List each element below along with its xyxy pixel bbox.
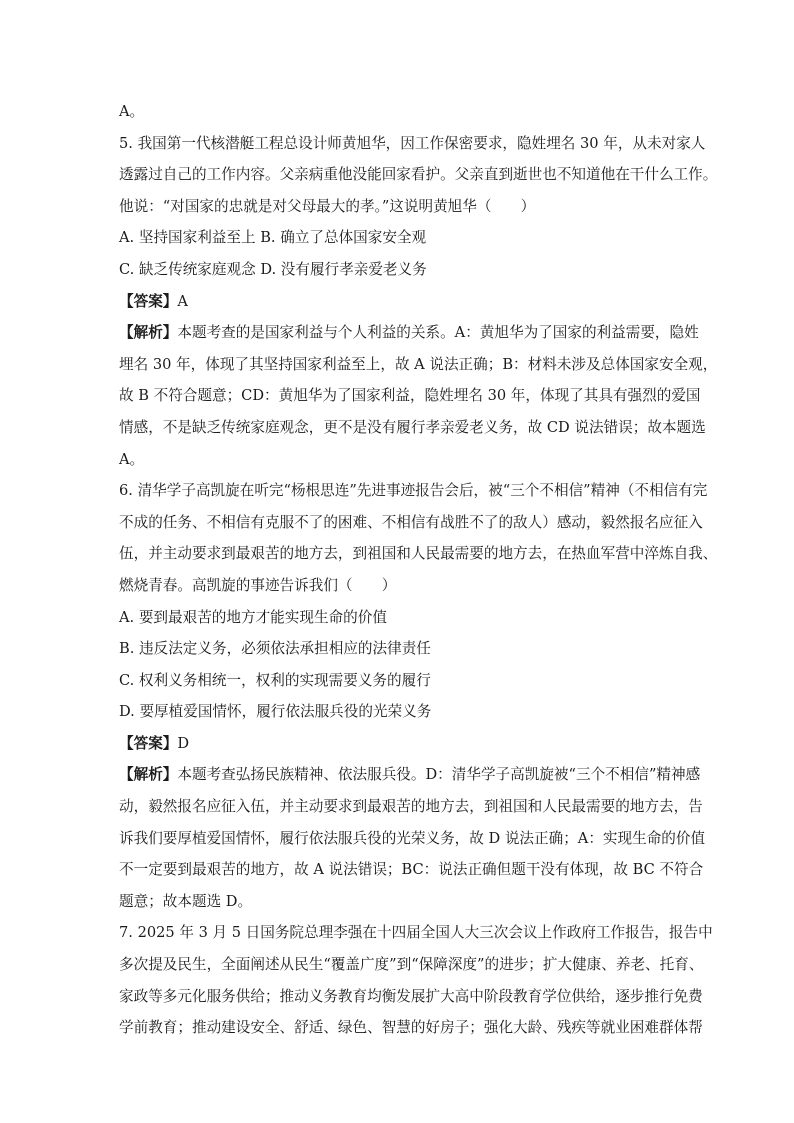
answer-tag: 【答案】 (119, 734, 178, 752)
option-line: A. 要到最艰苦的地方才能实现生命的价值 (119, 608, 387, 626)
analysis-line: A。 (119, 450, 145, 468)
previous-answer-tail: A。 (119, 103, 145, 120)
question-stem-line: 7. 2025 年 3 月 5 日国务院总理李强在十四届全国人大三次会议上作政府工作报告，报告中 (119, 924, 713, 942)
analysis-line: 不一定要到最艰苦的地方，故 A 说法错误；BC：说法正确但题干没有体现，故 BC 不符合 (119, 861, 704, 879)
analysis-line (119, 317, 699, 349)
answer-tag: 【答案】 (119, 292, 178, 310)
question-stem-line: 5. 我国第一代核潜艇工程总设计师黄旭华，因工作保密要求，隐姓埋名 30 年，从未对家人 (119, 134, 706, 152)
question-7 (119, 917, 713, 1043)
analysis-line: 动，毅然报名应征入伍，并主动要求到最艰苦的地方去，到祖国和人民最需要的地方去，告 (119, 798, 703, 816)
option-line: C. 权利义务相统一，权利的实现需要义务的履行 (119, 671, 431, 689)
analysis-tag: 【解析】 (119, 324, 178, 342)
analysis-line: 诉我们要厚植爱国情怀，履行依法服兵役的光荣义务，故 D 说法正确；A：实现生命的价值 (119, 829, 706, 847)
analysis-line: 埋名 30 年，体现了其坚持国家利益至上，故 A 说法正确；B：材料未涉及总体国家安全观， (119, 355, 718, 373)
question-stem-line: 学前教育；推动建设安全、舒适、绿色、智慧的好房子；强化大龄、残疾等就业困难群体帮 (119, 1019, 703, 1037)
question-stem-line: 透露过自己的工作内容。父亲病重他没能回家看护。父亲直到逝世也不知道他在干什么工作。 (119, 166, 718, 184)
analysis-line: 情感，不是缺乏传统家庭观念，更不是没有履行孝亲爱老义务，故 CD 说法错误；故本题选 (119, 418, 706, 436)
question-5 (119, 128, 718, 476)
analysis-line: 题意；故本题选 D。 (119, 892, 253, 910)
analysis-text: 本题考查的是国家利益与个人利益的关系。A：黄旭华为了国家的利益需要，隐姓 (177, 324, 699, 342)
analysis-tag: 【解析】 (119, 766, 178, 784)
option-line: C. 缺乏传统家庭观念 D. 没有履行孝亲爱老义务 (119, 260, 427, 278)
option-line: D. 要厚植爱国情怀，履行依法服兵役的光荣义务 (119, 703, 432, 721)
analysis-text: 本题考查弘扬民族精神、依法服兵役。D：清华学子高凯旋被“三个不相信”精神感 (177, 766, 701, 784)
question-stem-line: 伍，并主动要求到最艰苦的地方去，到祖国和人民最需要的地方去，在热血军营中淬炼自我、 (119, 545, 718, 563)
answer-line (119, 728, 675, 760)
question-stem-line: 不成的任务、不相信有克服不了的困难、不相信有战胜不了的敌人）感动，毅然报名应征入 (119, 513, 703, 531)
question-stem-line: 燃烧青春。高凯旋的事迹告诉我们（ ） (119, 576, 397, 594)
question-stem-line: 多次提及民生，全面阐述从民生“覆盖广度”到“保障深度”的进步；扩大健康、养老、托育、 (119, 956, 704, 974)
question-6 (119, 475, 718, 917)
analysis-line: 故 B 不符合题意；CD：黄旭华为了国家利益，隐姓埋名 30 年，体现了其具有强烈的爱国 (119, 387, 701, 405)
answer-value: A (177, 292, 188, 310)
page-content (119, 96, 718, 1044)
analysis-line (119, 759, 701, 791)
question-stem-line: 家政等多元化服务供给；推动义务教育均衡发展扩大高中阶段教育学位供给，逐步推行免费 (119, 987, 703, 1005)
question-stem-line: 他说：“对国家的忠就是对父母最大的孝。”这说明黄旭华（ ） (119, 197, 536, 215)
option-line: A. 坚持国家利益至上 B. 确立了总体国家安全观 (119, 229, 427, 247)
question-stem-line: 6. 清华学子高凯旋在听完“杨根思连”先进事迹报告会后，被“三个不相信”精神（不相信有完 (119, 482, 708, 500)
answer-value: D (177, 734, 190, 752)
answer-line (119, 286, 675, 318)
option-line: B. 违反法定义务，必须依法承担相应的法律责任 (119, 640, 431, 658)
